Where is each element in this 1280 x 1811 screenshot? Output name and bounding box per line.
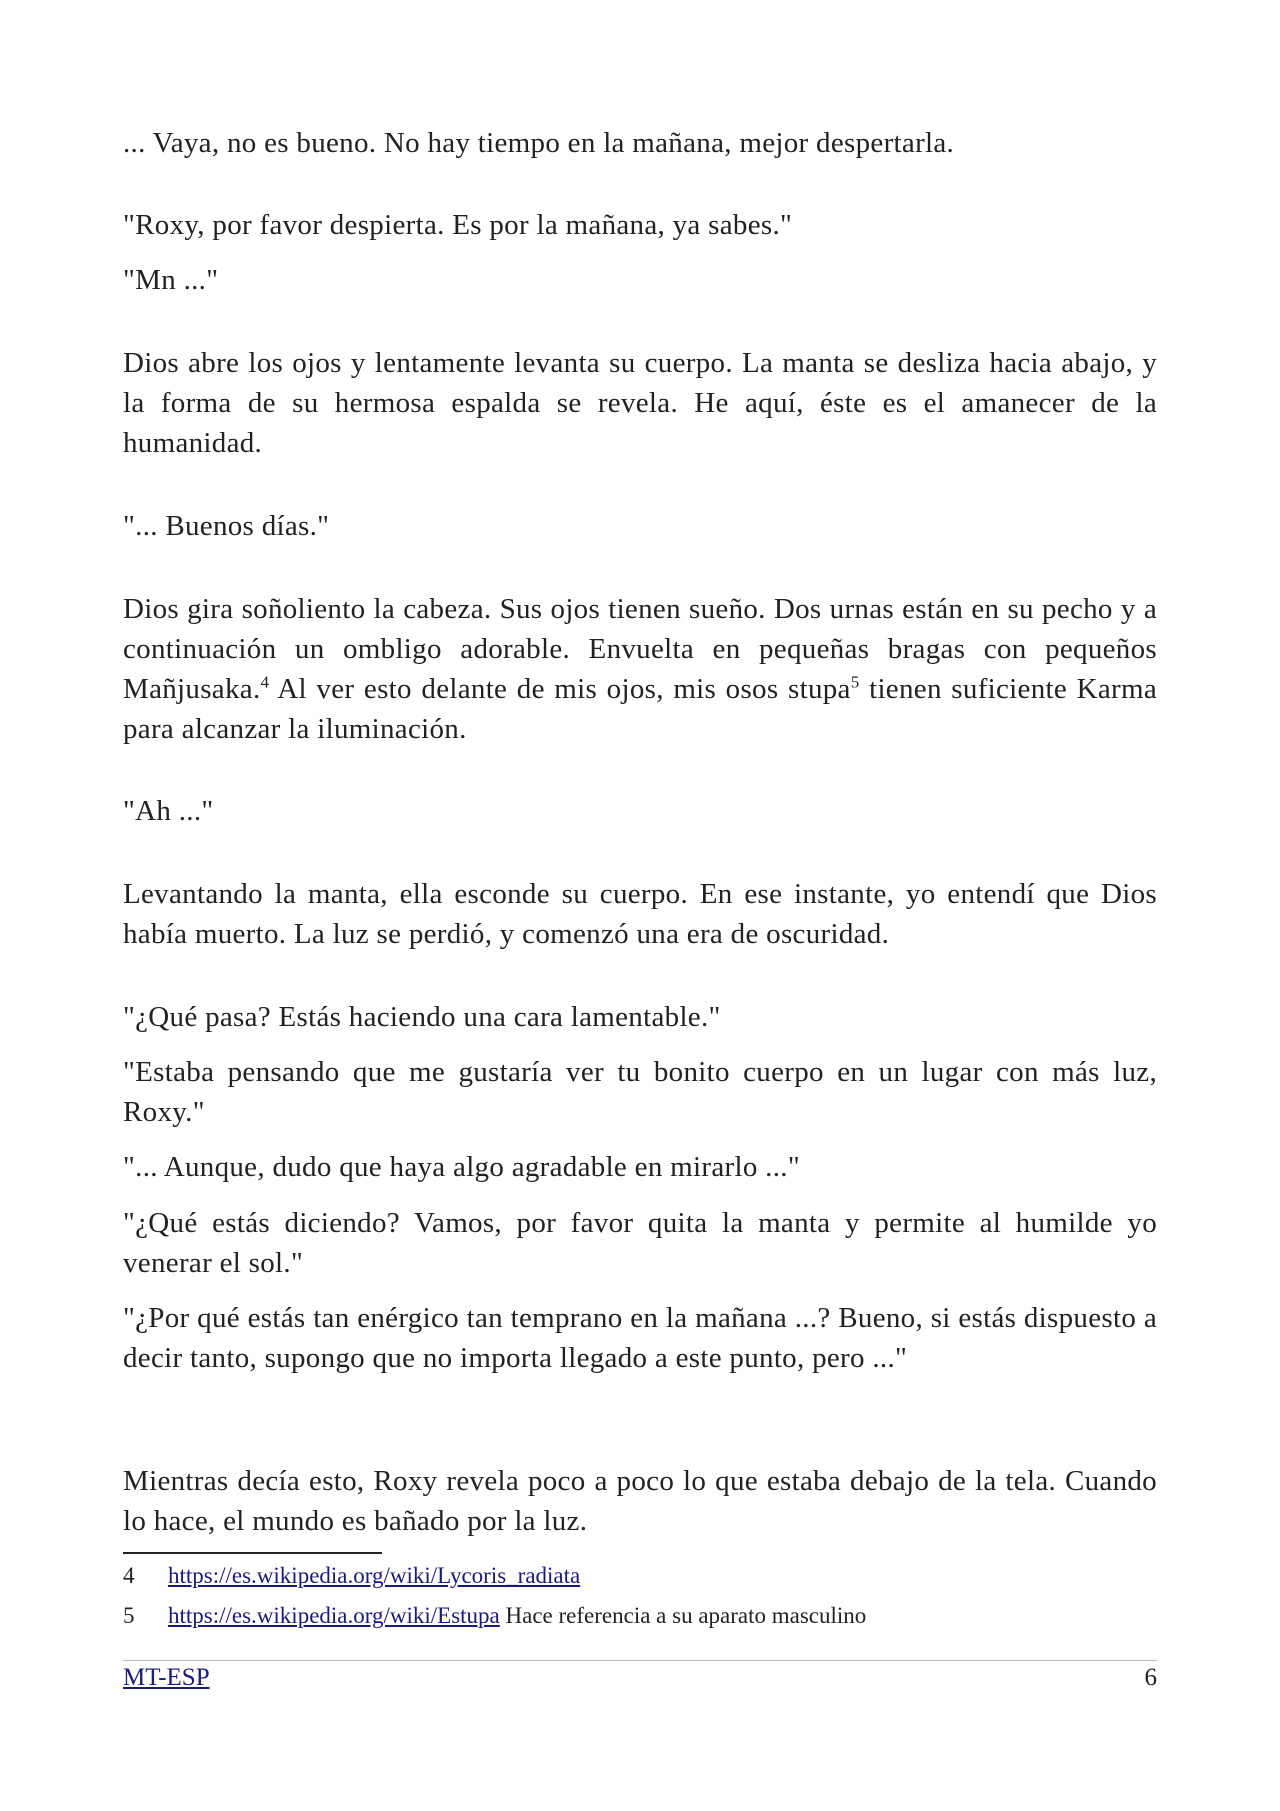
footnote-number: 5: [123, 1603, 135, 1628]
paragraph-10: "Estaba pensando que me gustaría ver tu bonito cuerpo en un lugar con más luz, Roxy.": [123, 1056, 1157, 1128]
footer-title-link[interactable]: MT-ESP: [123, 1664, 210, 1691]
footnote-4: [123, 1561, 580, 1591]
paragraph-7: "Ah ...": [123, 795, 214, 827]
paragraph-4: Dios abre los ojos y lentamente levanta su cuerpo. La manta se desliza hacia abajo, y la forma de su hermosa espalda se revela. He aquí, éste es el amanecer de la humanidad.: [123, 347, 1157, 459]
paragraph-6-part-3: tienen suficiente Karma para alcanzar la iluminación.: [123, 673, 1157, 745]
document-page: [123, 0, 1157, 1811]
paragraph-9: "¿Qué pasa? Estás haciendo una cara lamentable.": [123, 1001, 721, 1033]
footnote-text: Hace referencia a su aparato masculino: [499, 1603, 867, 1628]
footnote-ref-4[interactable]: 4: [260, 672, 270, 692]
paragraph-11: "... Aunque, dudo que haya algo agradable en mirarlo ...": [123, 1151, 800, 1183]
footnote-5: [123, 1601, 866, 1631]
paragraph-6-part-1: Dios gira soñoliento la cabeza. Sus ojos tienen sueño. Dos urnas están en su pecho y a continuación un ombligo adorable. Envuelta en pequeñas bragas con pequeños Mañjusaka.: [123, 593, 1157, 705]
paragraph-6-part-2: Al ver esto delante de mis ojos, mis osos stupa: [269, 673, 851, 705]
footer-separator: [123, 1660, 1157, 1661]
footnote-number: 4: [123, 1563, 135, 1588]
footnote-separator: [123, 1552, 382, 1554]
footnote-link[interactable]: https://es.wikipedia.org/wiki/Lycoris_radiata: [168, 1563, 581, 1588]
paragraph-5: "... Buenos días.": [123, 510, 330, 542]
paragraph-6: [123, 589, 1157, 749]
paragraph-12: "¿Qué estás diciendo? Vamos, por favor quita la manta y permite al humilde yo venerar el sol.": [123, 1207, 1157, 1279]
paragraph-13: "¿Por qué estás tan enérgico tan temprano en la mañana ...? Bueno, si estás dispuesto a decir tanto, supongo que no importa llegado a este punto, pero ...": [123, 1302, 1157, 1374]
paragraph-3: "Mn ...": [123, 264, 219, 296]
paragraph-1: ... Vaya, no es bueno. No hay tiempo en la mañana, mejor despertarla.: [123, 127, 955, 159]
footnote-ref-5[interactable]: 5: [850, 672, 860, 692]
page-number: 6: [1144, 1664, 1157, 1691]
paragraph-2: "Roxy, por favor despierta. Es por la mañana, ya sabes.": [123, 209, 793, 241]
footnote-link[interactable]: https://es.wikipedia.org/wiki/Estupa: [168, 1603, 500, 1628]
paragraph-14: Mientras decía esto, Roxy revela poco a poco lo que estaba debajo de la tela. Cuando lo hace, el mundo es bañado por la luz.: [123, 1465, 1157, 1537]
paragraph-8: Levantando la manta, ella esconde su cuerpo. En ese instante, yo entendí que Dios había muerto. La luz se perdió, y comenzó una era de oscuridad.: [123, 878, 1157, 950]
